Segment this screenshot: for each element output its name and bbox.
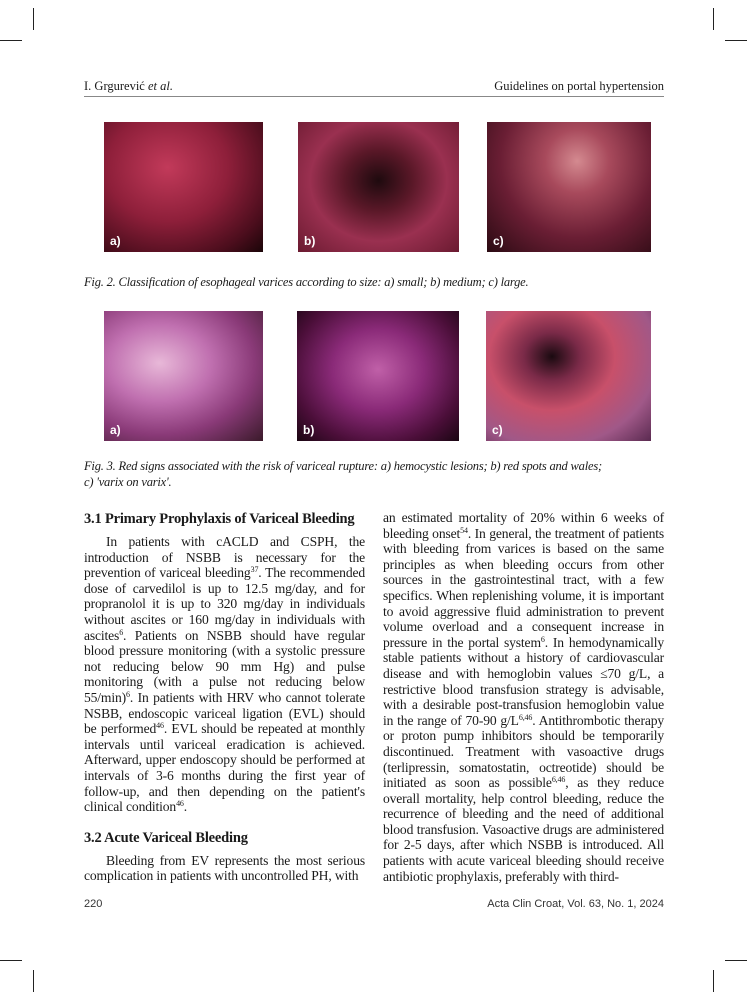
text-segment: Bleeding from EV represents the most serious complication in patients with uncontrolled PH, with [84,852,365,884]
text-segment: . In hemodynamically stable patients without a history of cardiovascular disease and with hemoglobin values ≤70 g/L, a restrictive blood transfusion strategy is advisable, with a desirable post-transfusion hemoglobin value in the range of 70-90 g/L [383,634,664,728]
citation-superscript: 46 [176,799,184,809]
fig2-image-c [487,122,651,252]
section-3-1-paragraph [84,534,365,815]
fig2-image-a [104,122,263,252]
panel-label: b) [304,234,316,248]
journal-citation: Acta Clin Croat, Vol. 63, No. 1, 2024 [487,898,664,910]
page-number: 220 [84,898,103,910]
text-segment: . Patients on NSBB should have regular blood pressure monitoring (with a systolic pressure not reducing below 90 mm Hg) and pulse monitoring (with a pulse not reducing below 55/min) [84,627,365,705]
citation-superscript: 54 [460,525,468,535]
header-author: I. Grgurević et al. [84,79,173,93]
fig3-caption [84,458,664,490]
fig3-image-a [104,311,263,441]
figure-2 [84,122,664,252]
text-segment: . [183,799,188,815]
citation-superscript: 6,46 [518,712,533,722]
column-left [84,510,365,884]
panel-label: a) [110,423,121,437]
panel-label: b) [303,423,315,437]
text-segment: . In patients with HRV who cannot tolerate NSBB, endoscopic variceal ligation (EVL) should be performed [84,689,365,737]
column-right [383,510,664,884]
citation-superscript: 6,46 [551,775,566,785]
section-3-2-paragraph-continued [383,510,664,884]
text-segment: In patients with cACLD and CSPH, the introduction of NSBB is necessary for the prevention of variceal bleeding [84,534,365,581]
body-columns [84,510,664,889]
citation-superscript: 46 [156,721,164,731]
citation-superscript: 6 [540,634,545,644]
figure-3 [84,311,664,441]
text-segment: . The recommended dose of carvedilol is up to 12.5 mg/day, and for propranolol it is up to 320 mg/day in individuals without ascites or 160 mg/day in individuals with ascites [84,565,366,643]
fig3-image-b [297,311,459,441]
text-segment: , as they reduce overall mortality, help control bleeding, reduce the recurrence of bleeding and the need of additional blood transfusion. Vasoactive drugs are administered for 2-5 days, after which NSBB is introduced. All patients with acute variceal bleeding should receive antibiotic prophylaxis, preferably with third- [383,775,664,884]
page-footer [84,897,664,911]
citation-superscript: 6 [119,627,124,637]
section-3-1-heading: 3.1 Primary Prophylaxis of Variceal Bleeding [84,511,355,527]
section-3-2-paragraph [84,853,365,884]
header-title: Guidelines on portal hypertension [494,79,664,93]
text-segment: . In general, the treatment of patients with bleeding from varices is based on the same principles as when bleeding occurs from other sources in the gastrointestinal tract, with a few specifics. When replenishing volume, it is important to avoid aggressive fluid administration to prevent volume overload and a consequent increase in pressure in the portal system [383,525,664,650]
fig3-caption-line2: c) 'varix on varix'. [84,475,172,489]
section-3-2-heading: 3.2 Acute Variceal Bleeding [84,829,248,846]
running-header [84,78,664,95]
panel-label: a) [110,234,121,248]
text-segment: an estimated mortality of 20% within 6 weeks of bleeding onset [383,510,664,541]
fig3-image-c [486,311,651,441]
header-rule [84,96,664,97]
text-segment: . EVL should be repeated at monthly intervals until variceal eradication is achieved. Afterward, upper endoscopy should be performed at intervals of 3-6 months during the first year of follow-up, and then depending on the patient's clinical condition [84,721,365,815]
crop-mark [713,970,714,992]
panel-label: c) [492,423,503,437]
fig2-image-b [298,122,459,252]
crop-mark [33,970,34,992]
text-segment: . Antithrombotic therapy or proton pump inhibitors should be temporarily discontinued. Treatment with vasoactive drugs (terlipressin, somatostatin, octreotide) should be initiated as soon as possible [383,712,664,791]
fig2-caption: Fig. 2. Classification of esophageal varices according to size: a) small; b) medium; c) large. [84,275,529,289]
panel-label: c) [493,234,504,248]
citation-superscript: 37 [250,565,259,575]
fig3-caption-line1: Fig. 3. Red signs associated with the risk of variceal rupture: a) hemocystic lesions; b) red spots and wales; [84,459,602,473]
citation-superscript: 6 [126,689,130,699]
